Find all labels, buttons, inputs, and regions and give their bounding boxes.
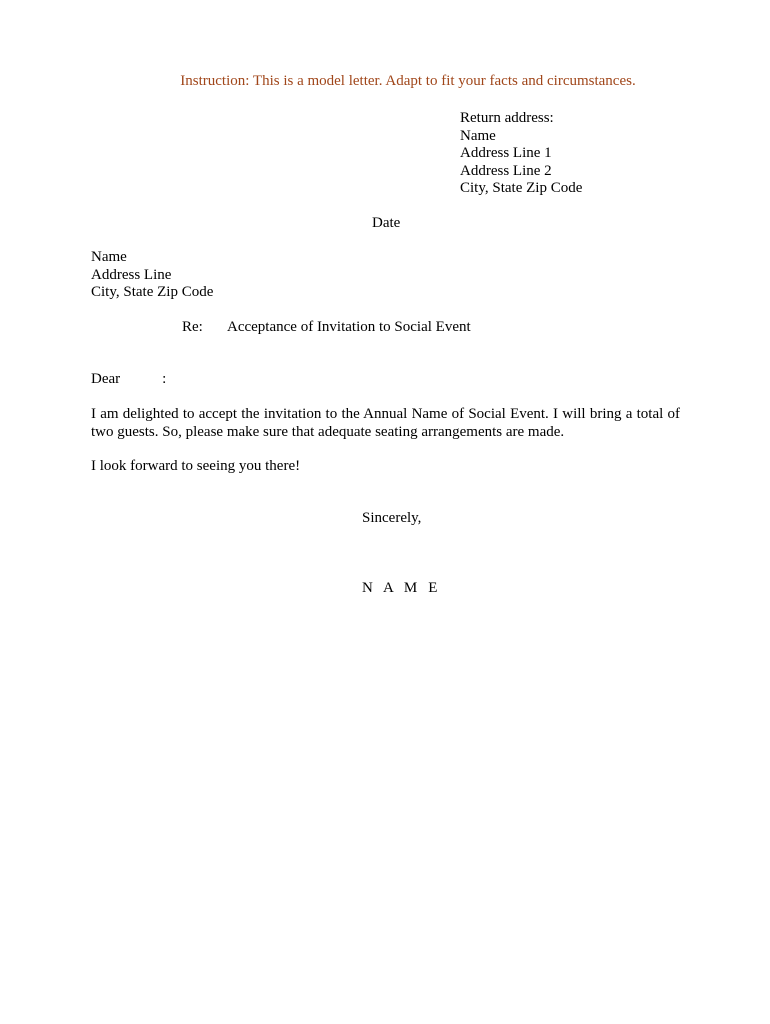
salutation-word: Dear — [91, 371, 121, 387]
signature-name: N A M E — [362, 580, 441, 596]
recipient-city-state-zip: City, State Zip Code — [91, 284, 214, 300]
sign-off: Sincerely, — [362, 510, 422, 526]
return-address-name: Name — [460, 127, 496, 144]
body-paragraph: I am delighted to accept the invitation to the Annual Name of Social Event. I will bring a total of two guests. So, please make sure that adequate seating arrangements are made. — [91, 406, 680, 440]
recipient-name: Name — [91, 249, 127, 265]
recipient-address-block — [91, 249, 213, 302]
return-address-block — [460, 110, 582, 198]
salutation-colon: : — [162, 371, 167, 387]
closing-paragraph: I look forward to seeing you there! — [91, 458, 301, 474]
return-address-line-2: Address Line 2 — [460, 162, 552, 179]
re-label: Re: — [182, 319, 203, 335]
salutation — [91, 371, 166, 389]
instruction-note: Instruction: This is a model letter. Adapt to fit your facts and circumstances. — [180, 73, 636, 89]
return-address-city-state-zip: City, State Zip Code — [460, 180, 583, 196]
return-address-heading: Return address: — [460, 110, 554, 126]
letter-date: Date — [372, 215, 401, 231]
recipient-address-line: Address Line — [91, 266, 172, 283]
re-subject: Acceptance of Invitation to Social Event — [227, 319, 471, 335]
return-address-line-1: Address Line 1 — [460, 145, 552, 161]
